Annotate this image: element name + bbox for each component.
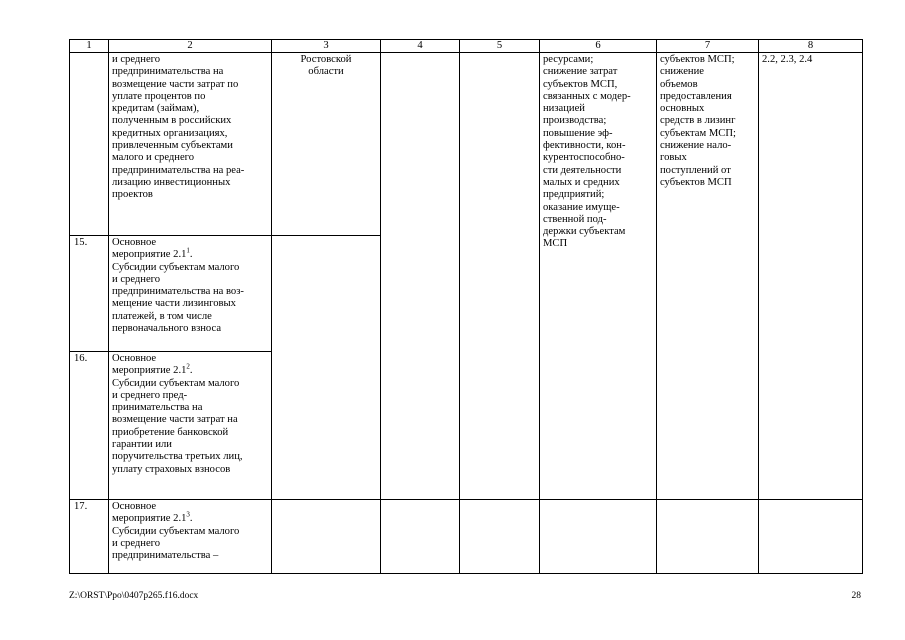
- text-line: Субсидии субъектам малого: [112, 377, 240, 389]
- text-line: предприятий;: [543, 189, 605, 201]
- footnote-mark: 1: [186, 246, 190, 255]
- text-line: объемов: [660, 78, 698, 90]
- row-description: [109, 53, 272, 236]
- header-cell-6: 6: [540, 40, 657, 53]
- text-line: проектов: [112, 189, 153, 201]
- header-row: [70, 40, 863, 53]
- end-date-cell: [460, 53, 540, 500]
- text-line: [112, 510, 268, 525]
- text-line: Основное: [112, 501, 157, 512]
- text-line: предпринимательства на воз-: [112, 286, 244, 298]
- text-line: привлеченным субъектами: [112, 140, 233, 152]
- text-line: области: [308, 66, 344, 78]
- text-line: связанных с модер-: [543, 90, 631, 102]
- text-line: Субсидии субъектам малого: [112, 261, 240, 273]
- text-line: лизацию инвестиционных: [112, 176, 231, 188]
- text-line: возмещение части затрат на: [112, 414, 238, 426]
- punctuation: .: [189, 249, 193, 261]
- text-line: мещение части лизинговых: [112, 298, 236, 310]
- text-line: приобретение банковской: [112, 426, 229, 438]
- header-cell-1: 1: [70, 40, 109, 53]
- text-line: гарантии или: [112, 439, 172, 451]
- text-line: Основное: [112, 353, 157, 364]
- text-line: и среднего: [112, 54, 161, 65]
- table-row: [70, 500, 863, 574]
- text-line: возмещение части затрат по: [112, 78, 239, 90]
- header-cell-8: 8: [759, 40, 863, 53]
- text-line: предпринимательства на: [112, 66, 224, 78]
- text-line: производства;: [543, 115, 607, 127]
- text-line: поступлений от: [660, 164, 731, 176]
- text-line: основных: [660, 103, 705, 115]
- table-row: [70, 53, 863, 236]
- text-line: субъектам МСП;: [660, 127, 736, 139]
- start-date-cell: [381, 500, 460, 574]
- text-line: и среднего: [112, 537, 161, 549]
- row-description: [109, 500, 272, 574]
- text-line: снижение затрат: [543, 66, 618, 78]
- executor-cell: [272, 53, 381, 236]
- text-line: говых: [660, 152, 687, 164]
- row-number: 17.: [70, 500, 109, 574]
- punctuation: .: [189, 365, 193, 377]
- header-cell-3: 3: [272, 40, 381, 53]
- text-line: оказание имуще-: [543, 201, 620, 213]
- text-line: уплату страховых взносов: [112, 463, 231, 475]
- text-line: первоначального взноса: [112, 323, 222, 335]
- row-number: 16.: [70, 352, 109, 500]
- text-line: фективности, кон-: [543, 140, 626, 152]
- text-line: малых и средних: [543, 176, 620, 188]
- row-description: [109, 352, 272, 500]
- activity-code: мероприятие 2.1: [112, 513, 187, 525]
- header-cell-5: 5: [460, 40, 540, 53]
- indicators-cell: [759, 500, 863, 574]
- file-path: Z:\ORST\Ppo\0407p265.f16.docx: [69, 591, 199, 601]
- expected-result-cell: [540, 500, 657, 574]
- text-line: предоставления: [660, 90, 732, 102]
- text-line: ственной под-: [543, 213, 607, 225]
- consequences-cell: [657, 53, 759, 500]
- row-number: [70, 53, 109, 236]
- text-line: низацией: [543, 103, 585, 115]
- text-line: [112, 246, 268, 261]
- text-line: и среднего пред-: [112, 389, 188, 401]
- text-line: малого и среднего: [112, 152, 195, 164]
- text-line: Субсидии субъектам малого: [112, 525, 240, 537]
- text-line: кредитам (займам),: [112, 103, 200, 115]
- punctuation: .: [189, 513, 193, 525]
- text-line: держки субъектам: [543, 226, 626, 238]
- consequences-cell: [657, 500, 759, 574]
- text-line: Основное: [112, 237, 157, 248]
- activity-code: мероприятие 2.1: [112, 249, 187, 261]
- text-line: снижение нало-: [660, 140, 732, 152]
- row-description: [109, 236, 272, 352]
- text-line: снижение: [660, 66, 704, 78]
- text-line: субъектов МСП: [660, 176, 732, 188]
- text-line: и среднего: [112, 273, 161, 285]
- header-cell-2: 2: [109, 40, 272, 53]
- text-line: предпринимательства –: [112, 550, 219, 562]
- page-number: 28: [851, 591, 861, 601]
- row-number: 15.: [70, 236, 109, 352]
- header-cell-4: 4: [381, 40, 460, 53]
- text-line: поручительства третьих лиц,: [112, 451, 243, 463]
- text-line: кредитных организациях,: [112, 127, 228, 139]
- text-line: сти деятельности: [543, 164, 622, 176]
- text-line: субъектов МСП;: [660, 54, 735, 65]
- indicators-cell: 2.2, 2.3, 2.4: [759, 53, 863, 500]
- footnote-mark: 2: [186, 362, 190, 371]
- executor-cell: [272, 500, 381, 574]
- text-line: курентоспособно-: [543, 152, 625, 164]
- header-cell-7: 7: [657, 40, 759, 53]
- activity-code: мероприятие 2.1: [112, 365, 187, 377]
- text-line: принимательства на: [112, 402, 203, 414]
- footnote-mark: 3: [186, 510, 190, 519]
- end-date-cell: [460, 500, 540, 574]
- text-line: ресурсами;: [543, 54, 594, 65]
- text-line: средств в лизинг: [660, 115, 736, 127]
- text-line: предпринимательства на реа-: [112, 164, 245, 176]
- text-line: уплате процентов по: [112, 90, 206, 102]
- executor-cell: [272, 236, 381, 500]
- text-line: платежей, в том числе: [112, 310, 212, 322]
- text-line: полученным в российских: [112, 115, 232, 127]
- text-line: субъектов МСП,: [543, 78, 618, 90]
- start-date-cell: [381, 53, 460, 500]
- text-line: МСП: [543, 238, 568, 250]
- document-table: [69, 39, 863, 574]
- expected-result-cell: [540, 53, 657, 500]
- text-line: Ростовской: [300, 54, 352, 65]
- text-line: повышение эф-: [543, 127, 613, 139]
- text-line: [112, 362, 268, 377]
